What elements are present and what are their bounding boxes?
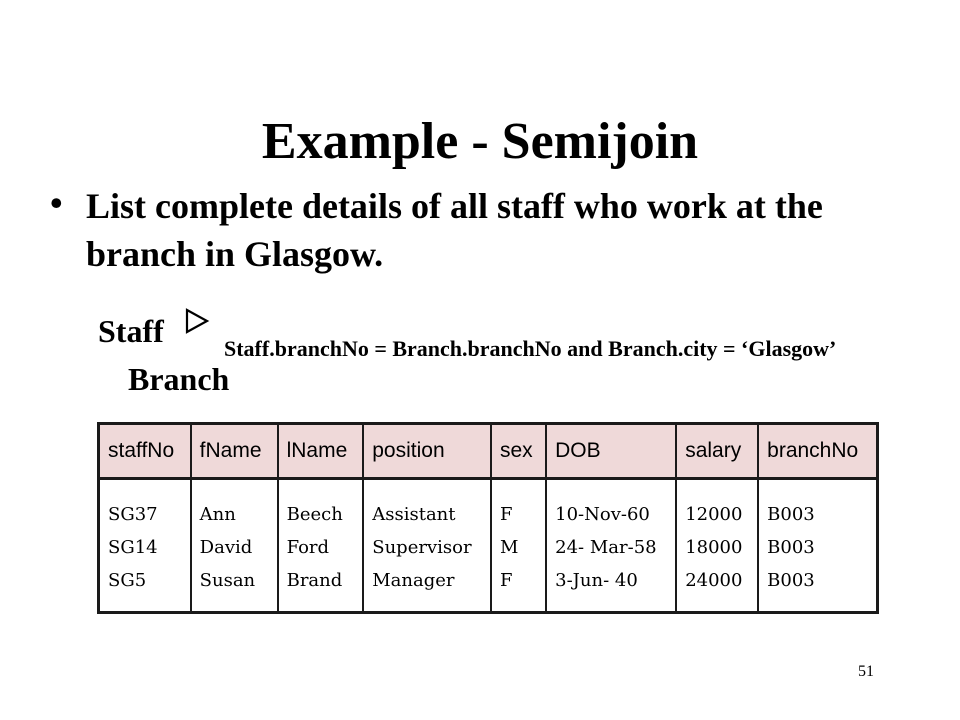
table-cell: David (199, 537, 253, 558)
join-condition: Staff.branchNo = Branch.branchNo and Branch.city = ‘Glasgow’ (224, 336, 837, 361)
table-cell: M (499, 537, 519, 558)
table-cell: Ann (199, 504, 236, 525)
table-cell: B003 (767, 504, 815, 525)
table-cell: SG5 (108, 570, 147, 591)
table-cell: Assistant (372, 504, 456, 525)
table-header-row (99, 424, 878, 479)
table-cell: Susan (199, 570, 256, 591)
table-body (99, 479, 878, 613)
left-relation: Staff (98, 313, 164, 349)
column-header-dob: DOB (546, 424, 676, 479)
column-header-salary: salary (676, 424, 758, 479)
table-cell: Supervisor (372, 537, 472, 558)
table-cell: 24000 (685, 570, 743, 591)
table-cell: Manager (372, 570, 455, 591)
table-cell: 18000 (685, 537, 743, 558)
column-dob (546, 479, 676, 613)
bullet-text: List complete details of all staff who work at the branch in Glasgow. (86, 186, 823, 274)
table-cell: SG14 (108, 537, 158, 558)
table-cell: 3-Jun- 40 (555, 570, 638, 591)
table-cell: B003 (767, 537, 815, 558)
table-cell: Beech (286, 504, 343, 525)
staff-result-table (97, 422, 879, 614)
column-header-staffno: staffNo (99, 424, 191, 479)
page-number: 51 (858, 663, 874, 680)
column-header-branchno: branchNo (758, 424, 877, 479)
table-cell: 12000 (685, 504, 743, 525)
table-cell: 10-Nov-60 (555, 504, 650, 525)
column-header-position: position (363, 424, 491, 479)
table-cell: F (499, 570, 513, 591)
table-cell: SG37 (108, 504, 158, 525)
column-header-fname: fName (191, 424, 278, 479)
table-cell: B003 (767, 570, 815, 591)
column-branchno (758, 479, 877, 613)
column-sex (491, 479, 546, 613)
relational-algebra-expression (98, 313, 938, 403)
slide-title: Example - Semijoin (261, 113, 699, 170)
table-cell: Ford (286, 537, 330, 558)
right-relation: Branch (128, 361, 230, 397)
semijoin-operator-icon (184, 307, 210, 335)
column-header-lname: lName (278, 424, 364, 479)
column-fname (191, 479, 278, 613)
table-cell: 24- Mar-58 (555, 537, 657, 558)
column-salary (676, 479, 758, 613)
bullet-marker: • (50, 183, 63, 223)
column-lname (278, 479, 364, 613)
column-staffno (99, 479, 191, 613)
table-cell: F (499, 504, 513, 525)
column-position (363, 479, 491, 613)
table-cell: Brand (286, 570, 343, 591)
column-header-sex: sex (491, 424, 546, 479)
